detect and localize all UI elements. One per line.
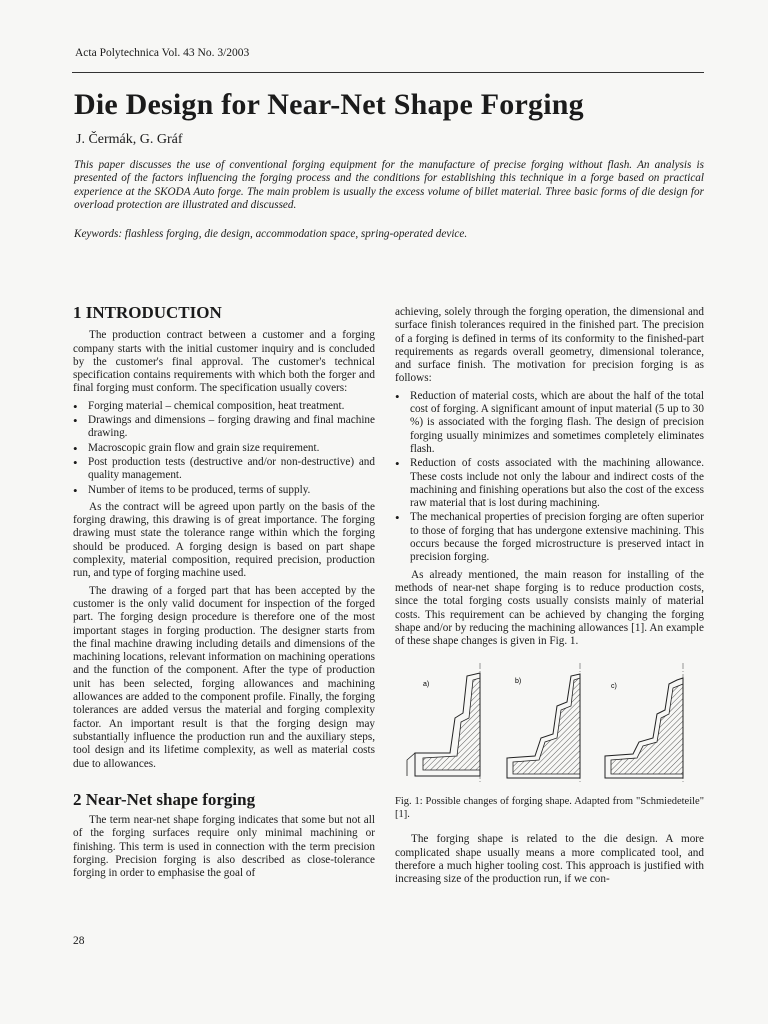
section-2-heading: 2 Near-Net shape forging bbox=[73, 789, 256, 809]
spec-list bbox=[73, 400, 375, 497]
keywords: Keywords: flashless forging, die design, accommodation space, spring-operated device. bbox=[74, 228, 468, 240]
right-column bbox=[395, 306, 704, 891]
abstract: This paper discusses the use of conventional forging equipment for the manufacture of precise forging without flash. An analysis is presented of the factors influencing the forging process and the conditions for establishing this technique in a forge based on practical experience at the SKODA Auto forge. The main problem is usually the excess volume of billet material. Three basic forms of die design for overload protection are illustrated and discussed. bbox=[74, 159, 704, 211]
list-item: • Reduction of costs associated with the machining allowance. These costs include not only the labour and indirect costs of the machining and finishing operations but also the cost of the excess raw material that is lost during machining. bbox=[407, 457, 704, 510]
list-item: • Macroscopic grain flow and grain size requirement. bbox=[85, 442, 375, 455]
list-item: • Number of items to be produced, terms of supply. bbox=[85, 484, 375, 497]
paragraph: The forging shape is related to the die design. A more complicated shape usually means a more complicated tool, and therefore a much higher tooling cost. This approach is justified with increasing size of the production run, if we con- bbox=[395, 833, 704, 886]
page-number: 28 bbox=[73, 935, 85, 947]
figure-caption: Fig. 1: Possible changes of forging shape. Adapted from "Schmiedeteile" [1]. bbox=[395, 796, 704, 820]
list-item: • Drawings and dimensions – forging drawing and final machine drawing. bbox=[85, 414, 375, 441]
figure-1 bbox=[395, 658, 704, 788]
figure-label-a: a) bbox=[423, 681, 430, 689]
paragraph: The production contract between a customer and a forging company starts with the initial customer inquiry and is concluded by the customer's final approval. The customer's technical specification contains requirements with which both the forger and final forging must conform. The specification usually covers: bbox=[73, 329, 375, 395]
list-item: • Reduction of material costs, which are about the half of the total cost of forging. A significant amount of input material (5 up to 30 %) is associated with the forging flash. The design of precision forging usually minimizes and sometimes completely eliminates flash. bbox=[407, 390, 704, 456]
paper-title: Die Design for Near-Net Shape Forging bbox=[74, 88, 584, 121]
shape-a bbox=[407, 673, 480, 776]
list-item: • Post production tests (destructive and/or non-destructive) and quality management. bbox=[85, 456, 375, 483]
shape-b bbox=[507, 674, 580, 778]
figure-label-c: c) bbox=[611, 683, 617, 691]
list-item: • The mechanical properties of precision forging are often superior to those of forging that has undergone extensive machining. This occurs because the forged microstructure is preserved intact in precision forging. bbox=[407, 511, 704, 564]
paragraph: The drawing of a forged part that has been accepted by the customer is the only valid document for inspection of the forged part. The forging design procedure is therefore one of the most important stages in forging production. The designer starts from the final machine drawing including details and dimensions of the machining locations, relevant information on machining operations and the function of the component. After the type of production unit has been selected, forging allowances and machining allowances are added to the component profile. Finally, the forging tolerances are added versus the material and forging complexity factor. An important result is that the forging design may substantially influence the production run and the auxiliary steps, tool design and its lifetime complexity, as well as material costs due to allowances. bbox=[73, 584, 375, 770]
paragraph: achieving, solely through the forging operation, the dimensional and surface finish tolerances required in the finished part. The precision of a forging is defined in terms of its conformity to the finished-part requirements as regards overall geometry, dimensional tolerance, and surface finish. The motivation for precision forging is as follows: bbox=[395, 306, 704, 385]
header-rule bbox=[72, 72, 704, 73]
motivation-list bbox=[395, 390, 704, 565]
paragraph: As already mentioned, the main reason for installing of the methods of near-net shape forging is to reduce production costs, since the total forging costs usually consists mainly of material costs. This requirement can be achieved by changing the forging shape and/or by reducing the machining allowances [1]. An example of these shape changes is given in Fig. 1. bbox=[395, 568, 704, 648]
paragraph: As the contract will be agreed upon partly on the basis of the forging drawing, this drawing is of great importance. The forging drawing must state the tolerance range within which the forging should be produced. A forging design is based on part shape complexity, material composition, required precision, production run, and type of forging machine used. bbox=[73, 500, 375, 580]
shape-c bbox=[605, 678, 683, 778]
paragraph: The term near-net shape forging indicates that some but not all of the forging surfaces require only minimal machining or finishing. This term is used in connection with the term precision forging. Precision forging is also described as close-tolerance forging in order to emphasise the goal of bbox=[73, 814, 375, 880]
figure-label-b: b) bbox=[515, 678, 522, 686]
list-item: • Forging material – chemical composition, heat treatment. bbox=[85, 400, 375, 413]
paper-authors: J. Čermák, G. Gráf bbox=[76, 132, 183, 147]
forging-shapes-figure bbox=[395, 658, 704, 788]
journal-header: Acta Polytechnica Vol. 43 No. 3/2003 bbox=[75, 47, 250, 59]
section-1-heading: 1 INTRODUCTION bbox=[73, 303, 222, 322]
left-column bbox=[73, 303, 375, 885]
